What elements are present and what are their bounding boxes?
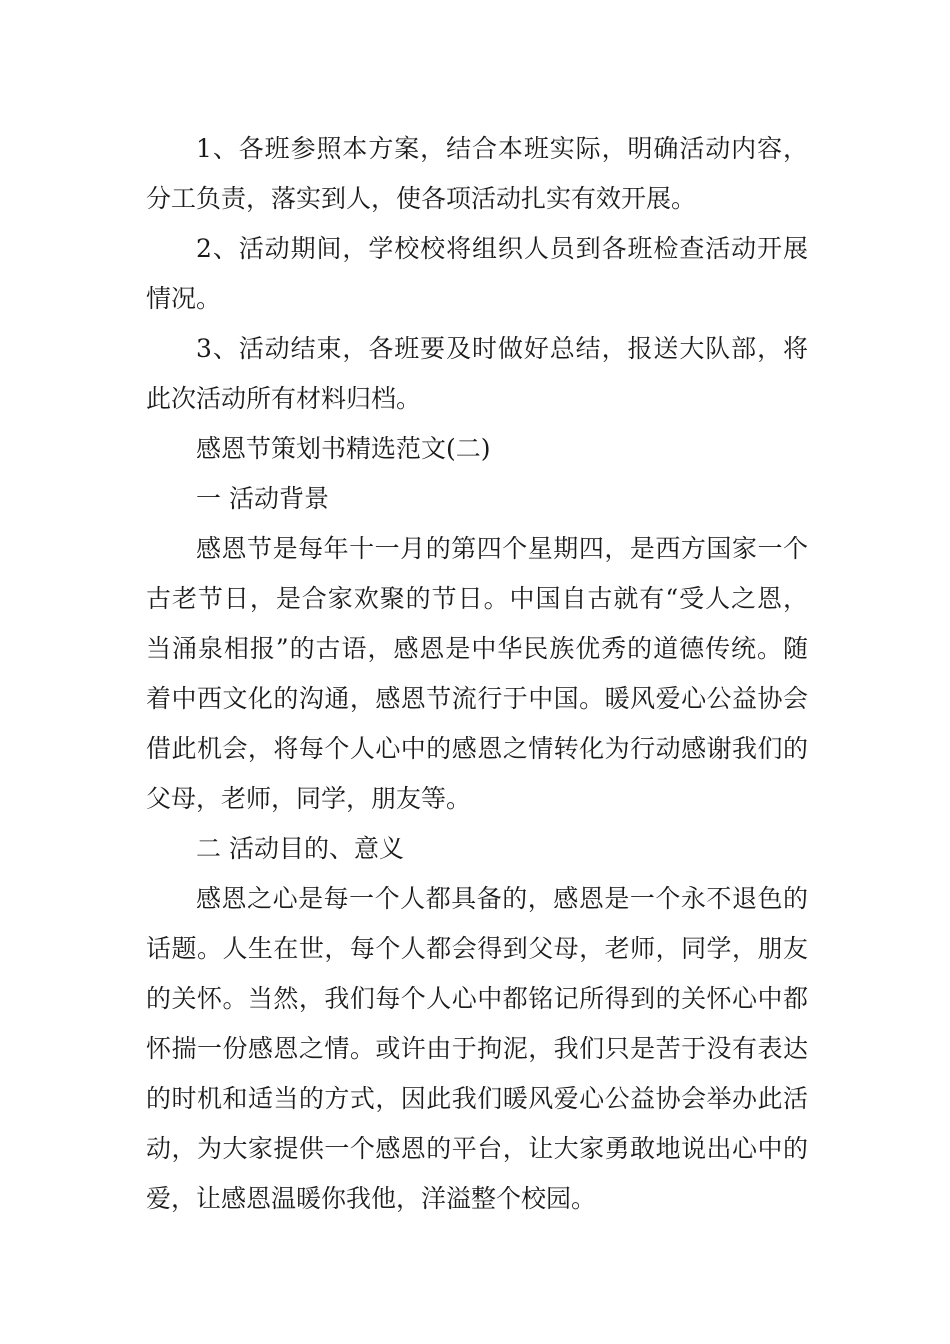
- paragraph-instruction-1: 1、各班参照本方案，结合本班实际，明确活动内容，分工负责，落实到人，使各项活动扎实有效开展。: [146, 134, 808, 213]
- paragraph-instruction-3: 3、活动结束，各班要及时做好总结，报送大队部，将此次活动所有材料归档。: [146, 334, 808, 413]
- paragraph-background: 感恩节是每年十一月的第四个星期四，是西方国家一个古老节日，是合家欢聚的节日。中国自古就有“受人之恩，当涌泉相报”的古语，感恩是中华民族优秀的道德传统。随着中西文化的沟通，感恩节流行于中国。暖风爱心公益协会借此机会，将每个人心中的感恩之情转化为行动感谢我们的父母，老师，同学，朋友等。: [146, 534, 808, 813]
- heading-activity-purpose: 二 活动目的、意义: [196, 834, 404, 863]
- paragraph-purpose: 感恩之心是每一个人都具备的，感恩是一个永不退色的话题。人生在世，每个人都会得到父母，老师，同学，朋友的关怀。当然，我们每个人心中都铭记所得到的关怀心中都怀揣一份感恩之情。或许由于拘泥，我们只是苦于没有表达的时机和适当的方式，因此我们暖风爱心公益协会举办此活动，为大家提供一个感恩的平台，让大家勇敢地说出心中的爱，让感恩温暖你我他，洋溢整个校园。: [146, 884, 808, 1213]
- section-title: 感恩节策划书精选范文(二): [196, 434, 491, 463]
- paragraph-instruction-2: 2、活动期间，学校校将组织人员到各班检查活动开展情况。: [146, 234, 808, 313]
- heading-activity-background: 一 活动背景: [196, 484, 329, 513]
- document-body: [146, 124, 808, 1224]
